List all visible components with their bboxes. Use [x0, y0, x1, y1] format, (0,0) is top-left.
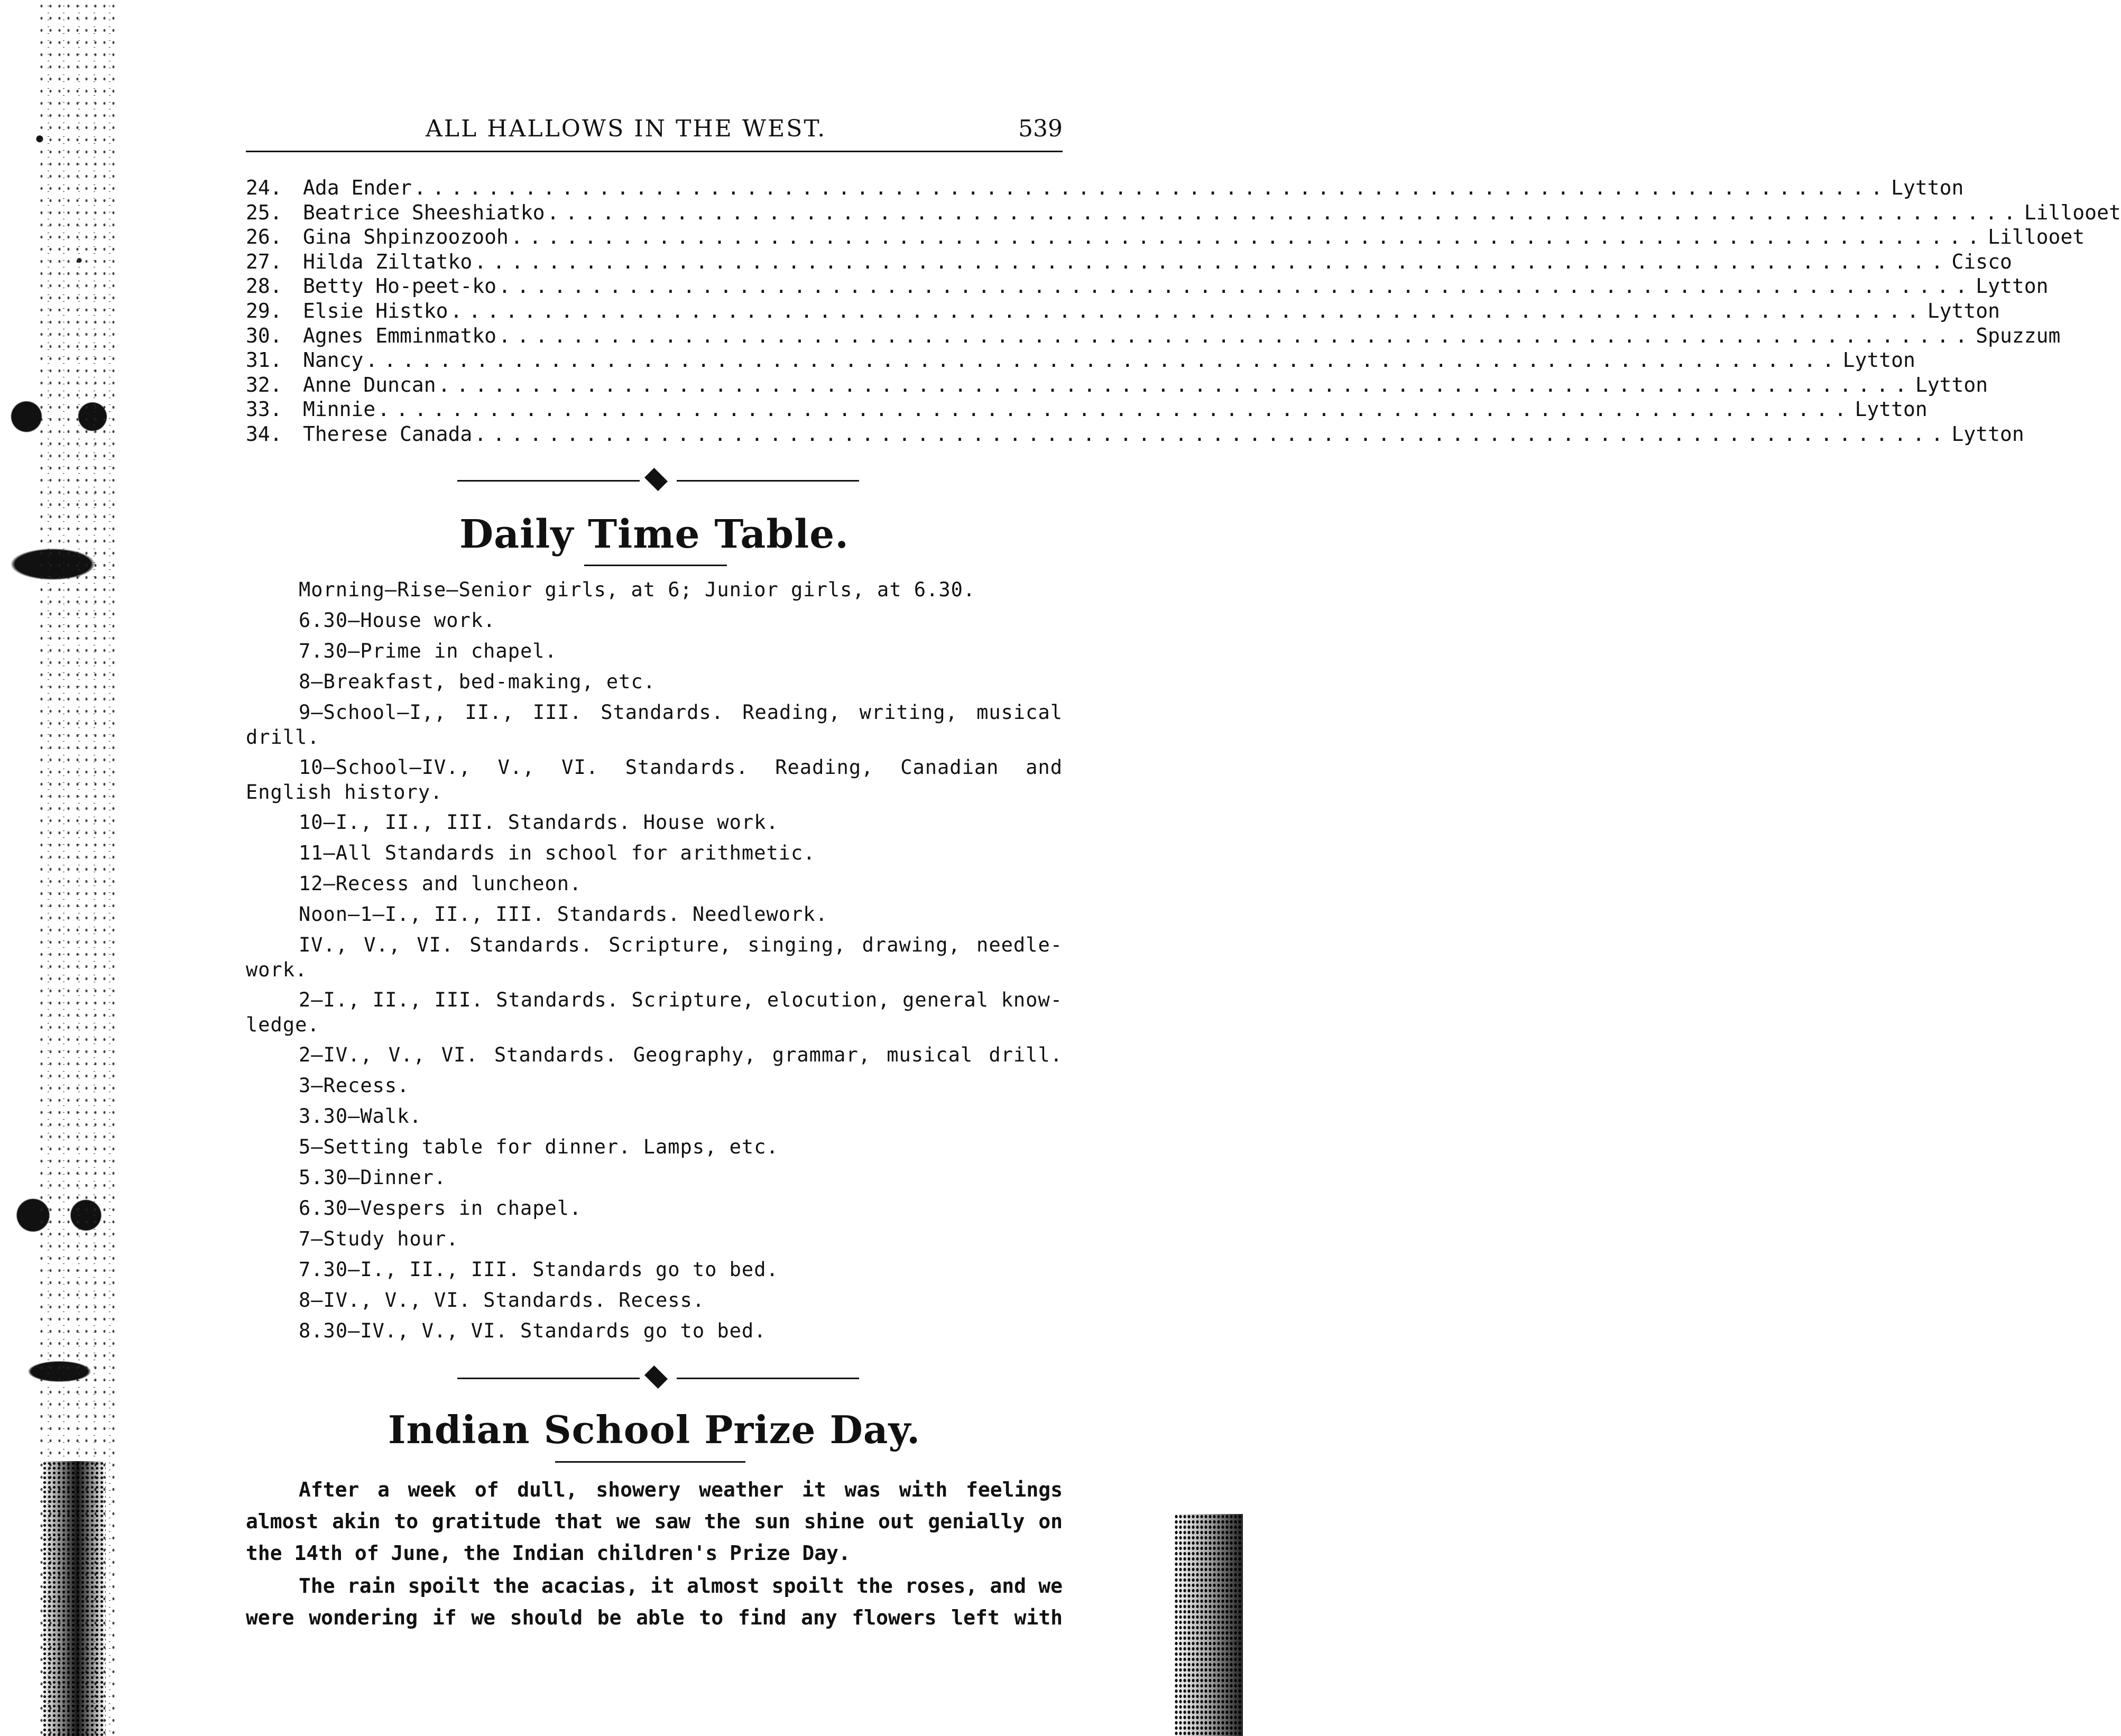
timetable-entry-text: 3—Recess.	[299, 1074, 410, 1097]
roster-place: Lytton	[1855, 398, 1928, 421]
divider-line-left	[457, 1378, 640, 1379]
roster-student-name: Minnie	[303, 398, 376, 421]
dot-leader: ................................................................................	[474, 250, 1950, 273]
roster-number: 25.	[246, 200, 282, 224]
head-rule	[246, 151, 1063, 152]
timetable-entry	[246, 1257, 1063, 1282]
roster-place: Lillooet	[1988, 225, 2085, 249]
roster-row	[246, 373, 1988, 398]
roster-row	[246, 225, 2085, 250]
timetable-entry-text: 7.30—Prime in chapel.	[299, 640, 557, 662]
roster-row	[246, 200, 2121, 225]
roster-row	[246, 422, 2024, 447]
roster-number: 33.	[246, 398, 282, 421]
timetable-entry-text: 8—IV., V., VI. Standards. Recess.	[299, 1289, 705, 1312]
roster-row	[246, 348, 1915, 373]
roster-number: 32.	[246, 373, 282, 396]
running-head-title: ALL HALLOWS IN THE WEST.	[426, 115, 827, 142]
roster-place: Lytton	[1927, 299, 2000, 322]
paragraph-line: The rain spoilt the acacias, it almost spoilt the roses, and we	[299, 1574, 1063, 1598]
roster-number: 24.	[246, 176, 282, 199]
dot-leader: ................................................................................	[474, 422, 1950, 446]
dot-leader: ................................................................................	[499, 324, 1974, 347]
roster-number: 28.	[246, 274, 282, 298]
roster-number: 30.	[246, 324, 282, 347]
timetable-entry	[246, 1196, 1063, 1221]
scan-noise-left	[0, 0, 132, 1736]
timetable-entry	[246, 1104, 1063, 1129]
roster-number: 34.	[246, 422, 282, 446]
timetable-entry	[246, 1134, 1063, 1159]
timetable-entry	[246, 608, 1063, 633]
prize-day-title: Indian School Prize Day.	[388, 1407, 921, 1452]
timetable-entry-text: 12—Recess and luncheon.	[299, 872, 582, 895]
timetable-entry	[246, 1318, 1063, 1343]
roster-row	[246, 397, 1928, 422]
roster-student-name: Nancy	[303, 348, 364, 372]
roster-row	[246, 299, 2000, 324]
timetable-entry-text: 3.30—Walk.	[299, 1105, 422, 1128]
prize-day-title-underline	[555, 1461, 745, 1463]
roster-student-name: Therese Canada	[303, 422, 473, 446]
timetable-entry-text: 7—Study hour.	[299, 1227, 459, 1250]
timetable-entry	[246, 810, 1063, 835]
dot-leader: ................................................................................	[438, 373, 1913, 396]
divider-line-right	[677, 480, 859, 482]
timetable-entry	[246, 1042, 1063, 1067]
timetable-entry	[246, 577, 1063, 602]
timetable-entry-text: 5.30—Dinner.	[299, 1166, 447, 1189]
roster-place: Spuzzum	[1976, 324, 2061, 347]
roster-student-name: Betty Ho-peet-ko	[303, 274, 497, 298]
roster-number: 31.	[246, 348, 282, 372]
timetable-entry-text: 5—Setting table for dinner. Lamps, etc.	[299, 1135, 779, 1158]
roster-student-name: Hilda Ziltatko	[303, 250, 473, 273]
timetable-entry-continuation: work.	[246, 958, 308, 981]
roster-number: 26.	[246, 225, 282, 249]
timetable-entry-text: IV., V., VI. Standards. Scripture, singing, drawing, needle-	[299, 934, 1063, 956]
roster-number: 29.	[246, 299, 282, 322]
dot-leader: ................................................................................	[450, 299, 1925, 322]
roster-place: Lytton	[1951, 422, 2024, 446]
timetable-entry	[246, 1226, 1063, 1251]
timetable-entry	[246, 932, 1063, 982]
timetable-entry	[246, 871, 1063, 896]
timetable-entry-text: 9—School—I,, II., III. Standards. Reading, writing, musical	[299, 701, 1063, 724]
timetable-entry	[246, 639, 1063, 663]
dot-leader: ................................................................................	[510, 225, 1986, 249]
scan-shadow-right	[1174, 1514, 1243, 1736]
divider-diamond-icon	[644, 1365, 668, 1389]
timetable-entry-text: 8.30—IV., V., VI. Standards go to bed.	[299, 1319, 767, 1342]
dot-leader: ................................................................................	[377, 398, 1853, 421]
roster-student-name: Ada Ender	[303, 176, 412, 199]
roster-row	[246, 176, 1964, 200]
roster-place: Lytton	[1976, 274, 2049, 298]
paragraph-line: the 14th of June, the Indian children's Prize Day.	[246, 1541, 851, 1565]
roster-student-name: Agnes Emminmatko	[303, 324, 497, 347]
timetable-entry-text: Morning—Rise—Senior girls, at 6; Junior girls, at 6.30.	[299, 578, 976, 601]
timetable-entry-continuation: ledge.	[246, 1013, 320, 1036]
timetable-entry-text: 6.30—House work.	[299, 609, 496, 632]
scan-shadow-left	[42, 1461, 106, 1736]
roster-place: Lytton	[1891, 176, 1964, 199]
roster-place: Lytton	[1915, 373, 1988, 396]
roster-place: Lytton	[1842, 348, 1915, 372]
divider-diamond-icon	[644, 468, 668, 491]
timetable-entry	[246, 1165, 1063, 1190]
timetable-entry-text: 8—Breakfast, bed-making, etc.	[299, 670, 656, 693]
roster-student-name: Anne Duncan	[303, 373, 436, 396]
roster-student-name: Beatrice Sheeshiatko	[303, 200, 545, 224]
roster-number: 27.	[246, 250, 282, 273]
timetable-entry-continuation: drill.	[246, 726, 320, 749]
paragraph-line: almost akin to gratitude that we saw the sun shine out genially on	[246, 1510, 1063, 1533]
roster-row	[246, 324, 2061, 348]
divider-line-left	[457, 480, 640, 482]
timetable-title-underline	[584, 565, 727, 566]
timetable-entry	[246, 700, 1063, 750]
timetable-entry	[246, 902, 1063, 927]
section-divider	[457, 1370, 859, 1386]
roster-student-name: Elsie Histko	[303, 299, 448, 322]
timetable-entry	[246, 987, 1063, 1037]
page-number: 539	[1018, 115, 1063, 142]
dot-leader: ................................................................................	[547, 200, 2022, 224]
roster-row	[246, 274, 2049, 299]
timetable-entry-text: 7.30—I., II., III. Standards go to bed.	[299, 1258, 779, 1281]
section-divider	[457, 473, 859, 488]
prize-day-paragraph-1	[246, 1474, 1063, 1569]
dot-leader: ................................................................................	[365, 348, 1841, 372]
roster-student-name: Gina Shpinzoozooh	[303, 225, 509, 249]
timetable-entry-continuation: English history.	[246, 781, 443, 804]
timetable-entry-text: 10—School—IV., V., VI. Standards. Reading, Canadian and	[299, 756, 1063, 779]
roster-place: Cisco	[1951, 250, 2012, 273]
paragraph-line: After a week of dull, showery weather it was with feelings	[299, 1478, 1063, 1501]
roster-row	[246, 250, 2012, 274]
timetable-entry	[246, 841, 1063, 865]
roster-place: Lillooet	[2024, 200, 2121, 224]
timetable-entry-text: 2—IV., V., VI. Standards. Geography, grammar, musical drill.	[299, 1044, 1063, 1066]
timetable-entry-text: 11—All Standards in school for arithmetic.	[299, 842, 816, 864]
timetable-entry	[246, 755, 1063, 805]
timetable-entry	[246, 1288, 1063, 1313]
timetable-entry-text: 10—I., II., III. Standards. House work.	[299, 811, 779, 834]
timetable-entry-text: 2—I., II., III. Standards. Scripture, elocution, general know-	[299, 989, 1063, 1011]
student-roster	[246, 176, 2121, 447]
dot-leader: ................................................................................	[413, 176, 1889, 199]
prize-day-paragraph-2	[246, 1570, 1063, 1633]
timetable-entry-text: Noon—1—I., II., III. Standards. Needlework.	[299, 903, 828, 926]
timetable-entry	[246, 1073, 1063, 1098]
dot-leader: ................................................................................	[499, 274, 1974, 298]
paragraph-line: were wondering if we should be able to find any flowers left with	[246, 1606, 1063, 1629]
timetable-title: Daily Time Table.	[459, 512, 850, 557]
divider-line-right	[677, 1378, 859, 1379]
running-head	[246, 115, 1063, 147]
timetable-entry	[246, 669, 1063, 694]
timetable-entry-text: 6.30—Vespers in chapel.	[299, 1197, 582, 1220]
